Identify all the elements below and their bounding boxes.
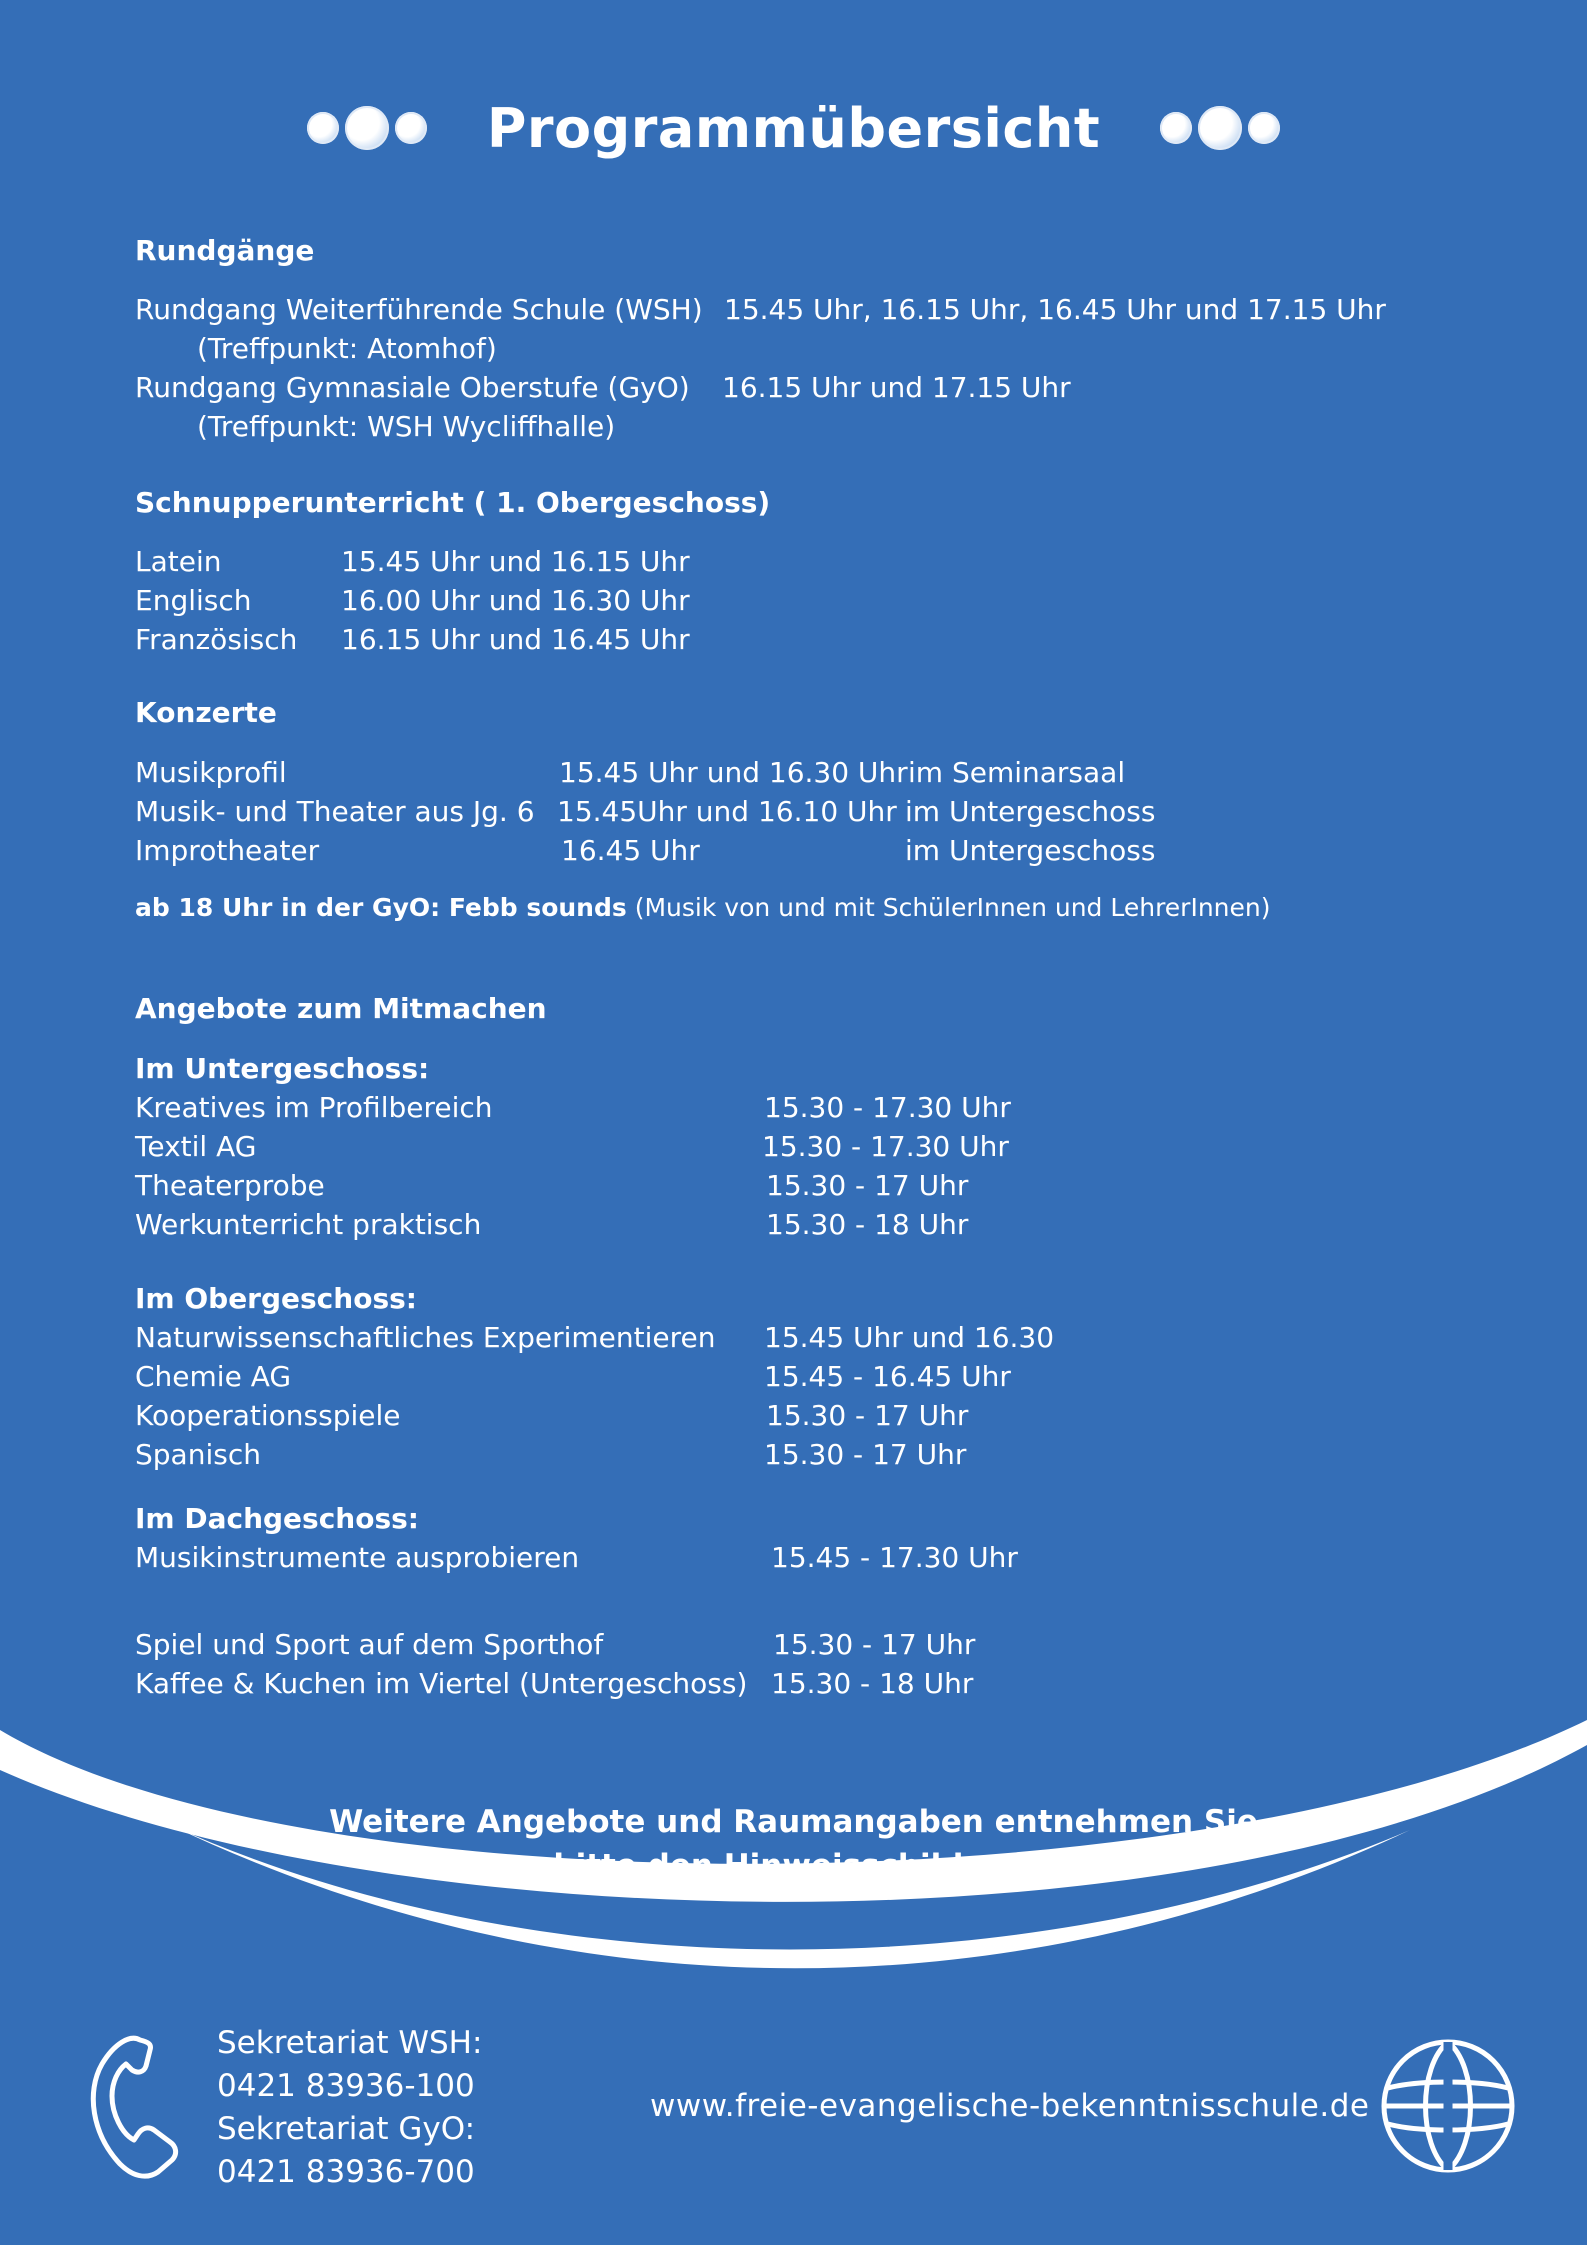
offer-times: 15.30 - 18 Uhr — [766, 1208, 969, 1241]
bubble-icon — [307, 112, 339, 144]
offer-label: Kaffee & Kuchen im Viertel (Untergeschoss) — [135, 1667, 748, 1700]
bubbles-right-decoration — [1160, 106, 1280, 150]
offer-label: Spiel und Sport auf dem Sporthof — [135, 1628, 604, 1661]
offer-times: 15.30 - 17.30 Uhr — [764, 1091, 1011, 1124]
title-row — [0, 88, 1587, 168]
globe-logo-icon — [1378, 2036, 1518, 2176]
concert-place: im Untergeschoss — [905, 834, 1156, 867]
wsh-secretary-phone: 0421 83936-100 — [217, 2068, 475, 2104]
rundgang-label: Rundgang Gymnasiale Oberstufe (GyO) — [135, 371, 690, 404]
rundgang-note: (Treffpunkt: WSH Wycliffhalle) — [197, 410, 616, 443]
page-title: Programmübersicht — [486, 96, 1101, 160]
gyo-secretary-label: Sekretariat GyO: — [217, 2111, 476, 2147]
floor-heading-dachgeschoss: Im Dachgeschoss: — [135, 1502, 420, 1535]
offer-label: Textil AG — [135, 1130, 257, 1163]
closing-note — [0, 1800, 1587, 1888]
concert-place: im Untergeschoss — [905, 795, 1156, 828]
concert-times: 15.45 Uhr und 16.30 Uhr — [559, 756, 908, 789]
bubble-icon — [1248, 112, 1280, 144]
concert-note — [135, 893, 1271, 922]
subject-times: 16.15 Uhr und 16.45 Uhr — [341, 623, 690, 656]
offer-label: Musikinstrumente ausprobieren — [135, 1541, 580, 1574]
rundgang-times: 15.45 Uhr, 16.15 Uhr, 16.45 Uhr und 17.15 Uhr — [724, 293, 1386, 326]
section-heading-schnupper: Schnupperunterricht ( 1. Obergeschoss) — [135, 486, 771, 519]
rundgang-note: (Treffpunkt: Atomhof) — [197, 332, 497, 365]
phone-icon — [78, 2030, 188, 2180]
offer-label: Kooperationsspiele — [135, 1399, 401, 1432]
subject-label: Französisch — [135, 623, 298, 656]
rundgang-times: 16.15 Uhr und 17.15 Uhr — [722, 371, 1071, 404]
offer-times: 15.45 - 16.45 Uhr — [764, 1360, 1011, 1393]
section-heading-konzerte: Konzerte — [135, 696, 277, 729]
concert-note-rest: (Musik von und mit SchülerInnen und LehrerInnen) — [626, 893, 1271, 922]
bubble-icon — [345, 106, 389, 150]
offer-label: Naturwissenschaftliches Experimentieren — [135, 1321, 716, 1354]
concert-label: Musikprofil — [135, 756, 287, 789]
offer-times: 15.30 - 17 Uhr — [764, 1438, 967, 1471]
offer-label: Werkunterricht praktisch — [135, 1208, 482, 1241]
closing-line: bitte den Hinweisschildern. — [553, 1848, 1034, 1884]
offer-label: Chemie AG — [135, 1360, 292, 1393]
floor-heading-obergeschoss: Im Obergeschoss: — [135, 1282, 417, 1315]
offer-times: 15.30 - 17 Uhr — [766, 1169, 969, 1202]
offer-label: Kreatives im Profilbereich — [135, 1091, 493, 1124]
concert-label: Musik- und Theater aus Jg. 6 — [135, 795, 535, 828]
bubble-icon — [1160, 112, 1192, 144]
concert-place: im Seminarsaal — [908, 756, 1126, 789]
rundgang-label: Rundgang Weiterführende Schule (WSH) — [135, 293, 703, 326]
concert-times: 15.45Uhr und 16.10 Uhr — [557, 795, 897, 828]
concert-note-bold: ab 18 Uhr in der GyO: Febb sounds — [135, 893, 627, 922]
offer-times: 15.30 - 17 Uhr — [773, 1628, 976, 1661]
gyo-secretary-phone: 0421 83936-700 — [217, 2154, 475, 2190]
bubble-icon — [395, 112, 427, 144]
floor-heading-untergeschoss: Im Untergeschoss: — [135, 1052, 430, 1085]
bubbles-left-decoration — [307, 106, 427, 150]
phone-handset-outline — [93, 2038, 175, 2176]
concert-label: Improtheater — [135, 834, 320, 867]
bubble-icon — [1198, 106, 1242, 150]
offer-times: 15.30 - 17 Uhr — [766, 1399, 969, 1432]
subject-label: Latein — [135, 545, 222, 578]
closing-line: Weitere Angebote und Raumangaben entnehmen Sie — [329, 1804, 1258, 1840]
offer-times: 15.45 - 17.30 Uhr — [771, 1541, 1018, 1574]
offer-times: 15.45 Uhr und 16.30 — [764, 1321, 1055, 1354]
section-heading-mitmachen: Angebote zum Mitmachen — [135, 992, 547, 1025]
offer-label: Theaterprobe — [135, 1169, 325, 1202]
subject-times: 16.00 Uhr und 16.30 Uhr — [341, 584, 690, 617]
offer-times: 15.30 - 18 Uhr — [771, 1667, 974, 1700]
website-url: www.freie-evangelische-bekenntnisschule.de — [650, 2088, 1370, 2124]
section-heading-rundgaenge: Rundgänge — [135, 234, 315, 267]
offer-label: Spanisch — [135, 1438, 261, 1471]
offer-times: 15.30 - 17.30 Uhr — [762, 1130, 1009, 1163]
subject-times: 15.45 Uhr und 16.15 Uhr — [341, 545, 690, 578]
wsh-secretary-label: Sekretariat WSH: — [217, 2025, 483, 2061]
subject-label: Englisch — [135, 584, 252, 617]
concert-times: 16.45 Uhr — [561, 834, 700, 867]
